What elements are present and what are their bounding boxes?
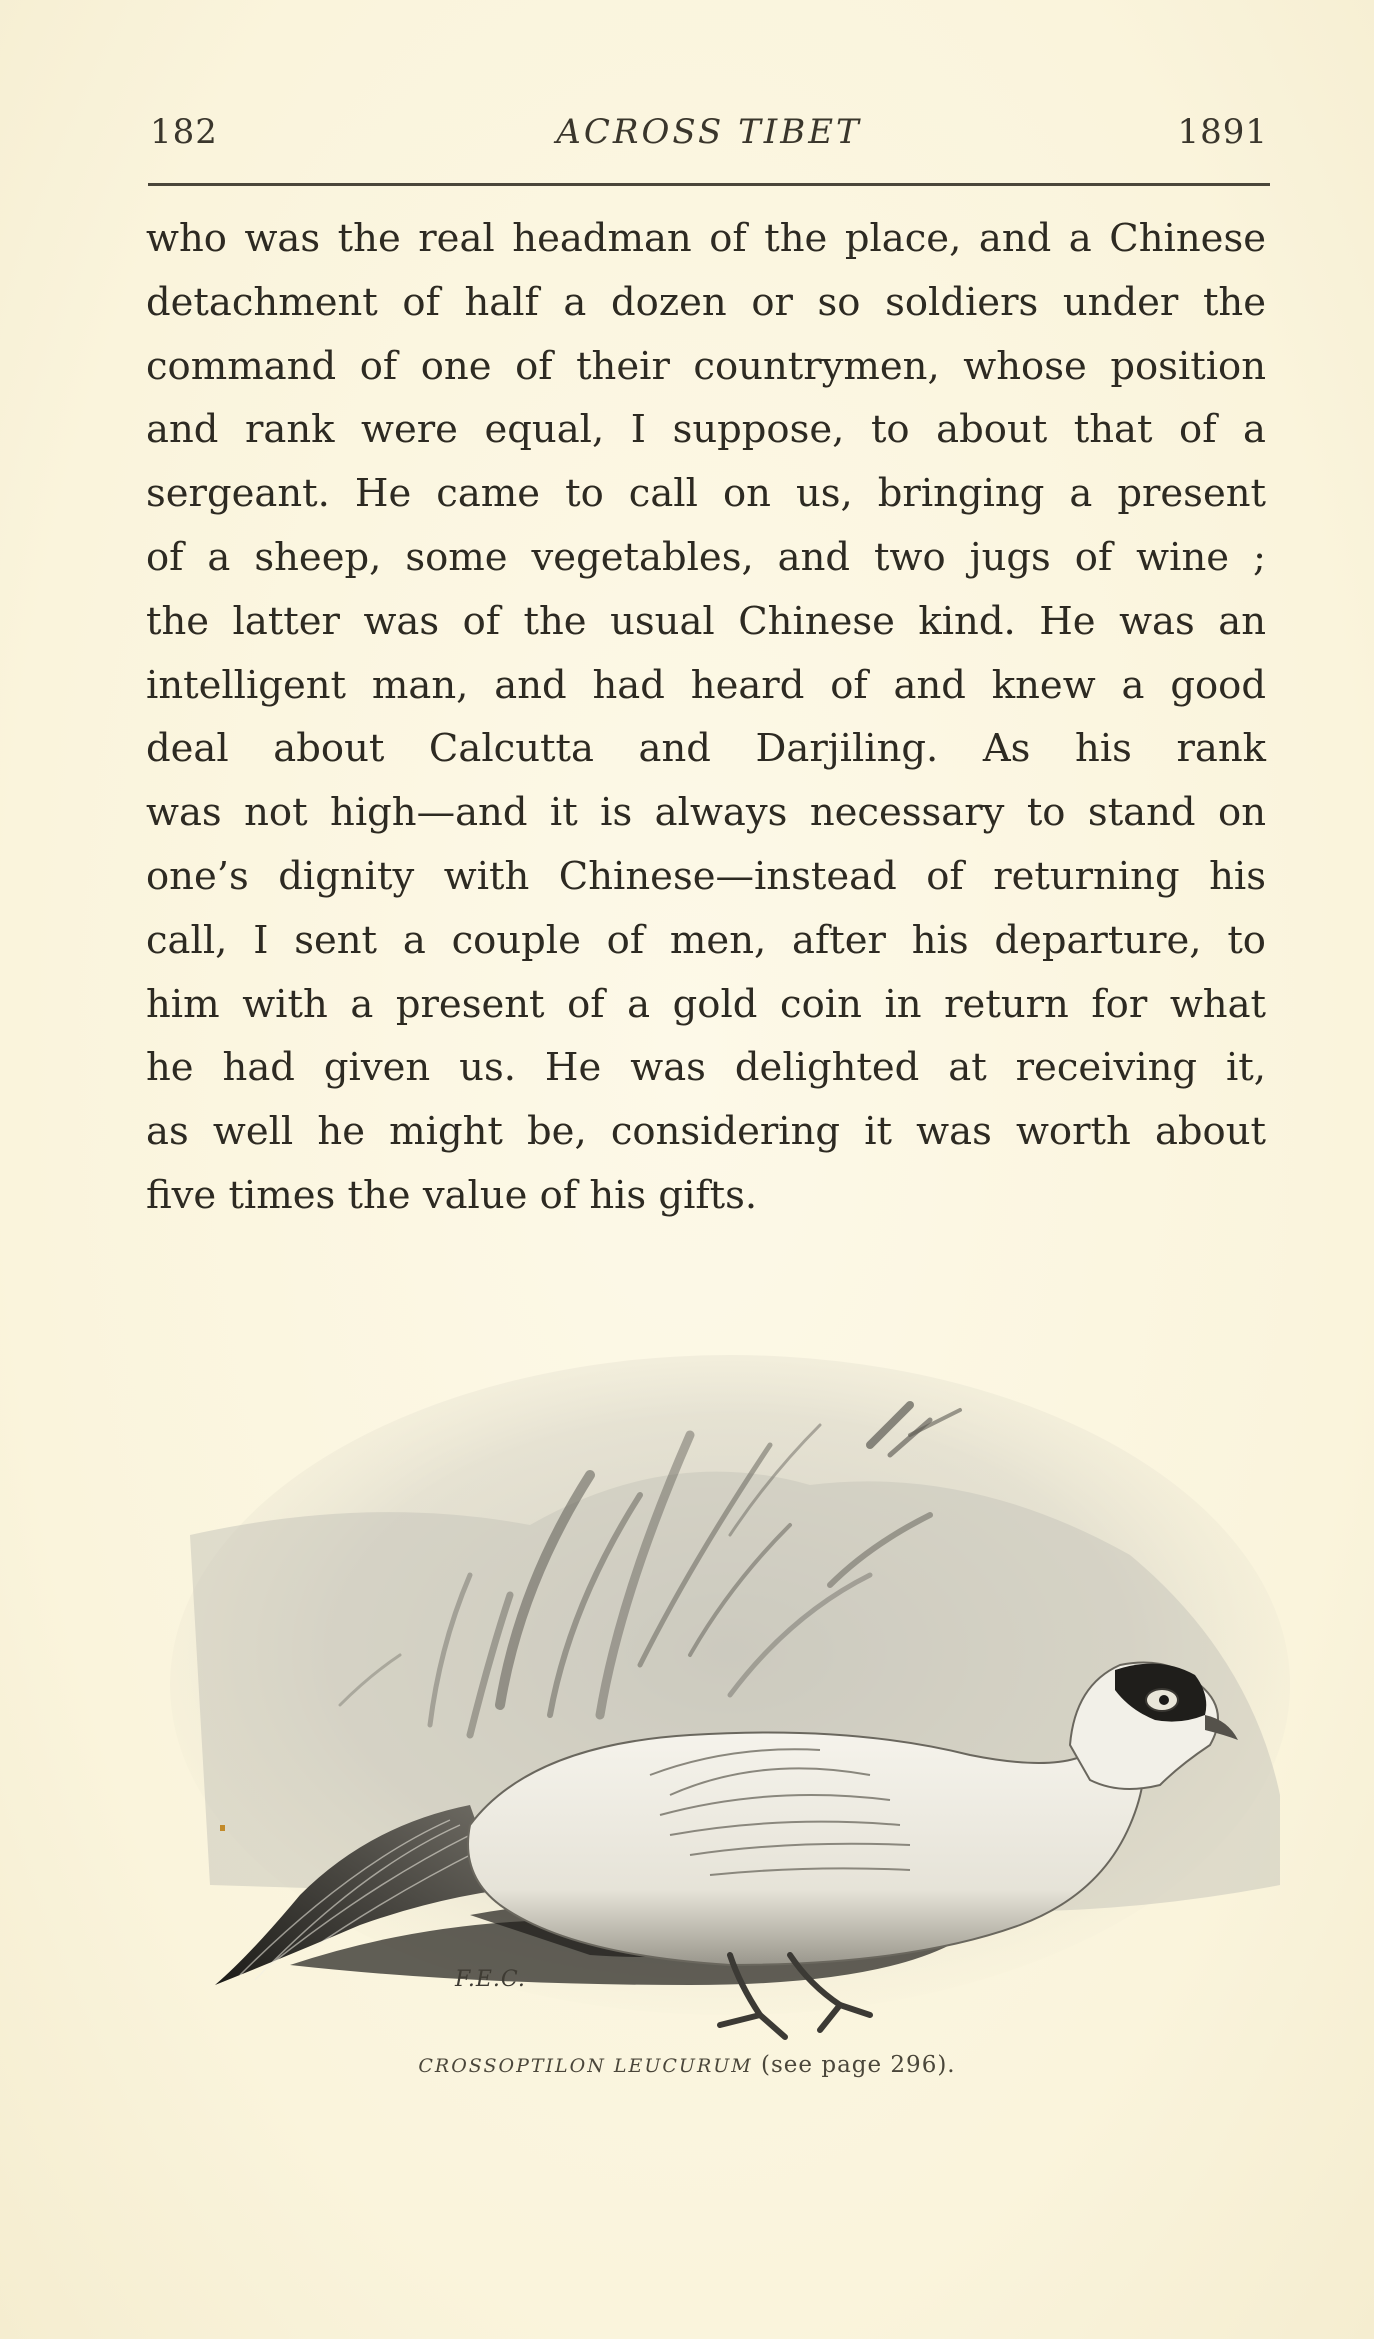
text-line: sergeant. He came to call on us, bringing a present	[146, 471, 1266, 517]
running-head	[150, 112, 1268, 162]
eye	[1159, 1695, 1169, 1705]
text-line: was not high—and it is always necessary to stand on	[146, 790, 1266, 836]
body-paragraph	[146, 207, 1266, 1228]
page-number: 182	[150, 112, 218, 152]
figure-caption	[0, 2052, 1374, 2078]
text-line: command of one of their countrymen, whose position	[146, 343, 1266, 389]
ink-speck	[220, 1825, 225, 1831]
text-line: as well he might be, considering it was worth about	[146, 1109, 1266, 1155]
text-line: deal about Calcutta and Darjiling. As his rank	[146, 726, 1266, 772]
text-line: call, I sent a couple of men, after his departure, to	[146, 917, 1266, 963]
header-rule	[148, 183, 1270, 186]
text-line: five times the value of his gifts.	[146, 1172, 758, 1218]
running-title: ACROSS TIBET	[556, 112, 862, 152]
caption-species: CROSSOPTILON LEUCURUM	[418, 2055, 753, 2077]
text-line: the latter was of the usual Chinese kind. He was an	[146, 598, 1266, 644]
text-line: and rank were equal, I suppose, to about that of a	[146, 407, 1266, 453]
caption-reference: (see page 296).	[761, 2052, 956, 2078]
year-marker: 1891	[1177, 112, 1268, 152]
text-line: him with a present of a gold coin in return for what	[146, 981, 1266, 1027]
text-line: one’s dignity with Chinese—instead of returning his	[146, 853, 1266, 899]
text-line: intelligent man, and had heard of and knew a good	[146, 662, 1266, 708]
artist-signature: F.E.C.	[455, 1967, 526, 1992]
text-line: he had given us. He was delighted at receiving it,	[146, 1045, 1266, 1091]
pheasant-drawing	[170, 1325, 1300, 2045]
text-line: who was the real headman of the place, and a Chinese	[146, 216, 1266, 261]
text-line: detachment of half a dozen or so soldiers under the	[146, 279, 1266, 325]
text-line: of a sheep, some vegetables, and two jugs of wine ;	[146, 534, 1266, 580]
pheasant-illustration	[170, 1325, 1300, 2045]
